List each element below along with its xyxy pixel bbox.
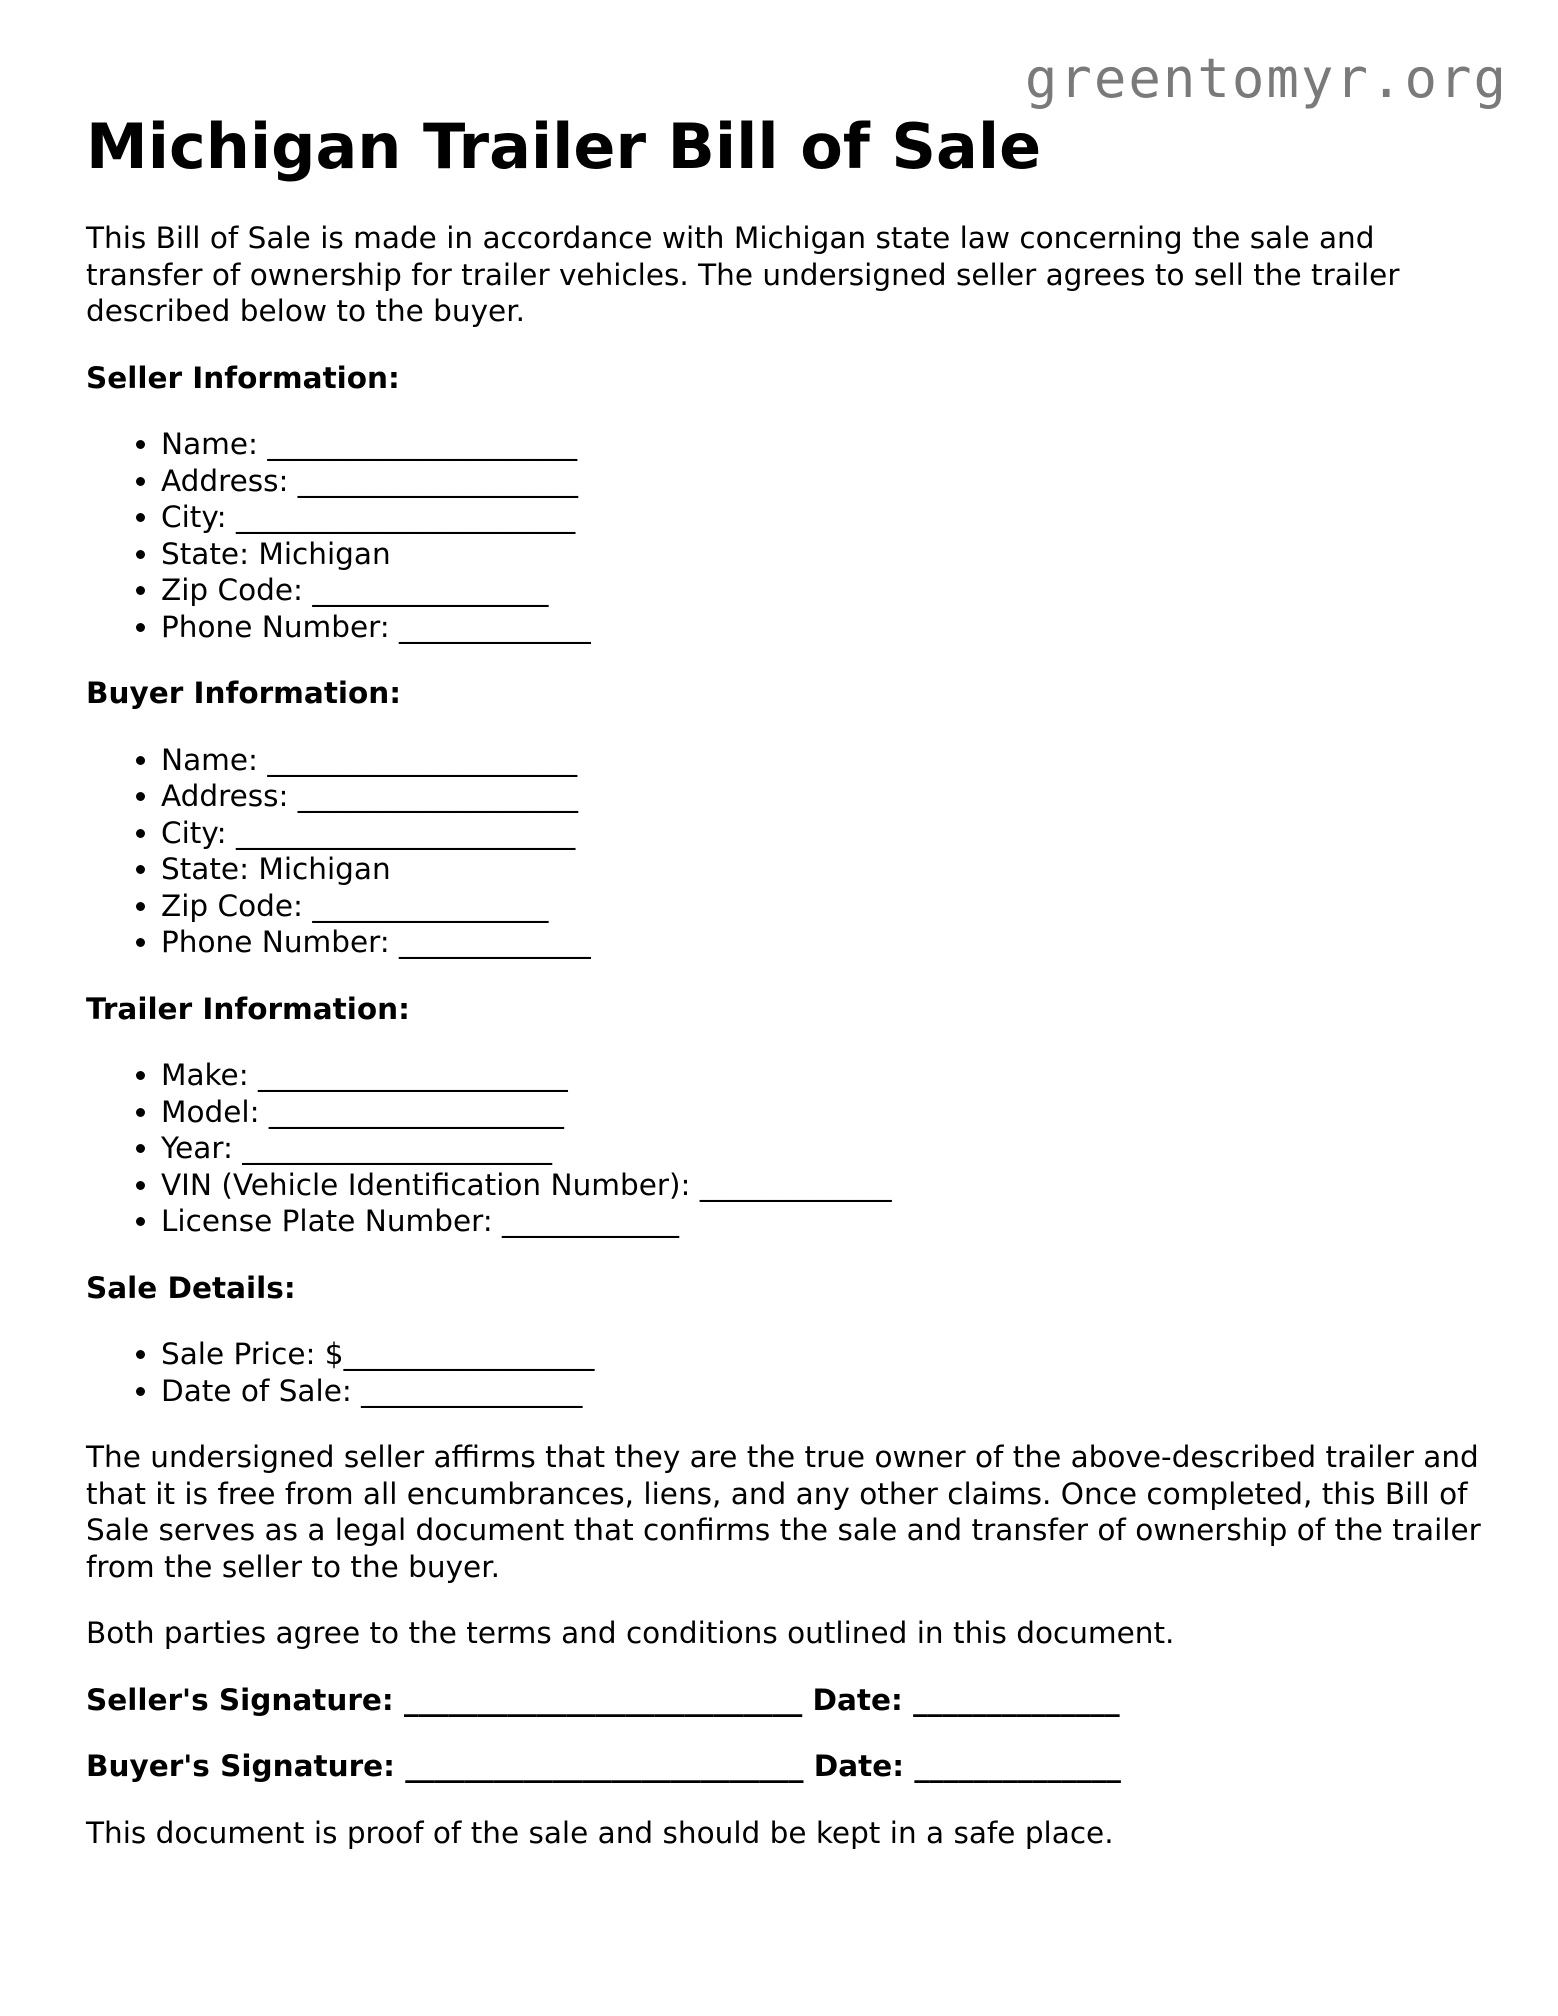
sale-details-list: [86, 1336, 1486, 1409]
sale-price-field[interactable]: • Sale Price: $_________________: [161, 1336, 1486, 1373]
trailer-section-heading: Trailer Information:: [86, 991, 410, 1026]
trailer-vin-field[interactable]: • VIN (Vehicle Identification Number): _____________: [161, 1167, 1486, 1204]
site-watermark: greentomyr.org: [1024, 47, 1508, 110]
seller-zip-field[interactable]: • Zip Code: ________________: [161, 572, 1486, 609]
buyer-phone-field[interactable]: • Phone Number: _____________: [161, 924, 1486, 961]
seller-phone-field[interactable]: • Phone Number: _____________: [161, 609, 1486, 646]
buyer-zip-field[interactable]: • Zip Code: ________________: [161, 888, 1486, 925]
seller-signature-line[interactable]: Seller's Signature: ___________________________ Date: ______________: [86, 1682, 1120, 1717]
buyer-signature-line[interactable]: Buyer's Signature: ___________________________ Date: ______________: [86, 1749, 1121, 1783]
buyer-info-list: [86, 742, 1486, 961]
trailer-year-field[interactable]: • Year: _____________________: [161, 1130, 1486, 1167]
buyer-address-field[interactable]: • Address: ___________________: [161, 778, 1486, 815]
seller-section-heading: Seller Information:: [86, 360, 400, 395]
trailer-plate-field[interactable]: • License Plate Number: ____________: [161, 1203, 1486, 1240]
seller-state-field: • State: Michigan: [161, 536, 1486, 573]
trailer-make-field[interactable]: • Make: _____________________: [161, 1057, 1486, 1094]
sale-date-field[interactable]: • Date of Sale: _______________: [161, 1373, 1486, 1410]
closing-paragraph: This document is proof of the sale and should be kept in a safe place.: [86, 1815, 1114, 1850]
buyer-city-field[interactable]: • City: _______________________: [161, 815, 1486, 852]
document-title: Michigan Trailer Bill of Sale: [86, 110, 1042, 183]
seller-city-field[interactable]: • City: _______________________: [161, 499, 1486, 536]
document-page: [86, 110, 1486, 1851]
buyer-state-field: • State: Michigan: [161, 851, 1486, 888]
seller-name-field[interactable]: • Name: _____________________: [161, 426, 1486, 463]
seller-address-field[interactable]: • Address: ___________________: [161, 463, 1486, 500]
buyer-name-field[interactable]: • Name: _____________________: [161, 742, 1486, 779]
sale-section-heading: Sale Details:: [86, 1270, 296, 1305]
intro-paragraph: This Bill of Sale is made in accordance with Michigan state law concerning the sale and transfer of ownership for trailer vehicles. The undersigned seller agrees to sell the trailer described below to the buyer.: [86, 221, 1400, 328]
trailer-model-field[interactable]: • Model: ____________________: [161, 1094, 1486, 1131]
agreement-paragraph: Both parties agree to the terms and conditions outlined in this document.: [86, 1616, 1175, 1650]
buyer-section-heading: Buyer Information:: [86, 676, 402, 710]
affirmation-paragraph: The undersigned seller affirms that they are the true owner of the above-described trailer and that it is free from all encumbrances, liens, and any other claims. Once completed, this Bill of Sale serves as a legal document that confirms the sale and transfer of ownership of the trailer from the seller to the buyer.: [86, 1440, 1481, 1584]
trailer-info-list: [86, 1057, 1486, 1240]
seller-info-list: [86, 426, 1486, 645]
